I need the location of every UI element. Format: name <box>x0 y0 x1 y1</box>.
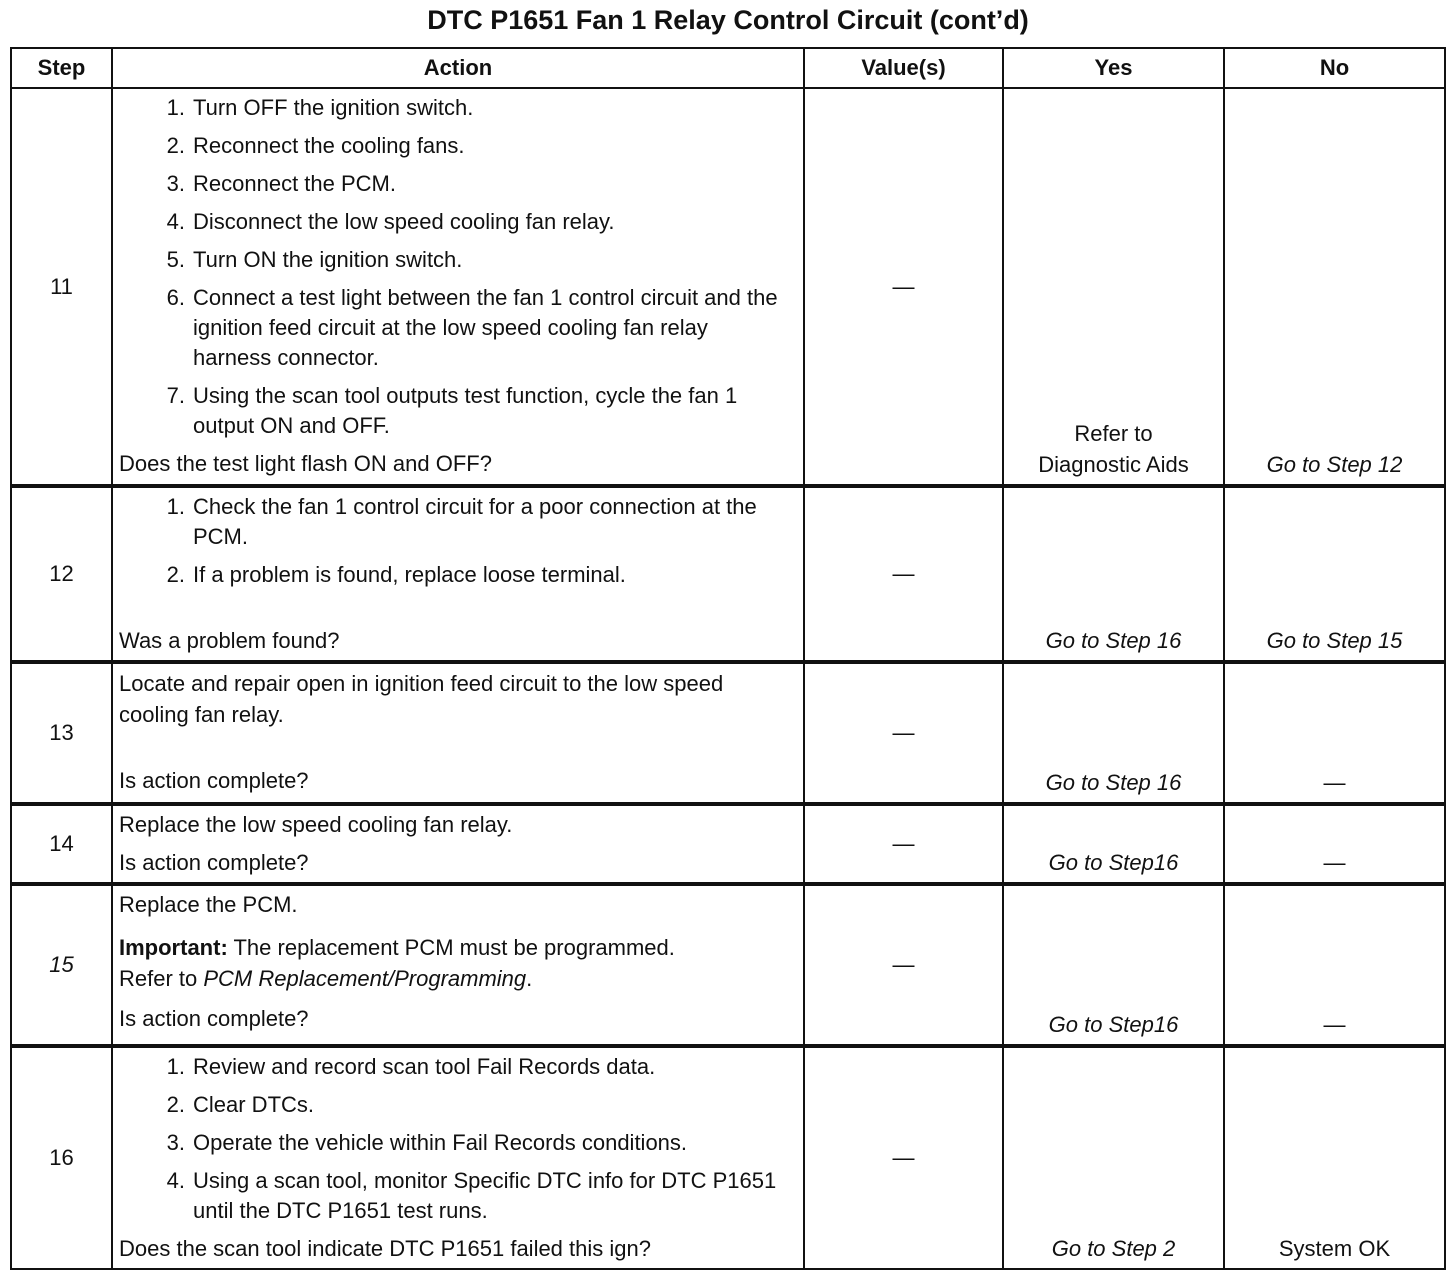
list-item: 1. Check the fan 1 control circuit for a poor connection at the PCM. <box>166 494 757 549</box>
action-cell <box>112 486 804 662</box>
action-text: Replace the low speed cooling fan relay. <box>119 812 513 837</box>
yes-line: Refer to <box>1074 421 1153 446</box>
no-cell: — <box>1224 804 1445 884</box>
diagnostic-table <box>10 47 1446 1270</box>
action-text: Locate and repair open in ignition feed circuit to the low speed cooling fan relay. <box>119 671 724 727</box>
list-item: 2. Clear DTCs. <box>166 1092 315 1117</box>
step-number: 13 <box>11 662 112 804</box>
table-row <box>11 486 1445 662</box>
header-no: No <box>1224 48 1445 88</box>
value-cell: — <box>804 486 1003 662</box>
value-cell: — <box>804 88 1003 486</box>
question-text: Does the scan tool indicate DTC P1651 failed this ign? <box>119 1236 651 1261</box>
table-row <box>11 804 1445 884</box>
list-item: 4. Disconnect the low speed cooling fan relay. <box>166 209 615 234</box>
table-row <box>11 88 1445 486</box>
list-item: 1. Turn OFF the ignition switch. <box>166 95 474 120</box>
important-note <box>119 932 789 994</box>
list-item: 4. Using a scan tool, monitor Specific DTC info for DTC P1651 until the DTC P1651 test runs. <box>166 1168 777 1223</box>
refer-link[interactable]: PCM Replacement/Programming <box>203 966 527 991</box>
no-cell: System OK <box>1224 1046 1445 1269</box>
list-item: 3. Reconnect the PCM. <box>166 171 396 196</box>
value-cell: — <box>804 804 1003 884</box>
table-row <box>11 1046 1445 1269</box>
no-cell: — <box>1224 662 1445 804</box>
important-label: Important: <box>119 935 228 960</box>
action-cell <box>112 662 804 804</box>
refer-suffix: . <box>526 966 533 991</box>
step-number: 14 <box>11 804 112 884</box>
value-cell: — <box>804 662 1003 804</box>
list-item: 3. Operate the vehicle within Fail Records conditions. <box>166 1130 688 1155</box>
step-number: 16 <box>11 1046 112 1269</box>
step-number: 11 <box>11 88 112 486</box>
question-text: Is action complete? <box>119 1006 309 1031</box>
list-item: 6. Connect a test light between the fan 1 control circuit and the ignition feed circuit at the low speed cooling fan relay harness connector. <box>166 285 778 370</box>
yes-cell: Go to Step 16 <box>1003 662 1224 804</box>
list-item: 7. Using the scan tool outputs test function, cycle the fan 1 output ON and OFF. <box>166 383 738 438</box>
yes-line: Diagnostic Aids <box>1038 452 1189 477</box>
action-cell <box>112 88 804 486</box>
header-values: Value(s) <box>804 48 1003 88</box>
question-text: Is action complete? <box>119 850 309 875</box>
table-row <box>11 662 1445 804</box>
header-action: Action <box>112 48 804 88</box>
header-yes: Yes <box>1003 48 1224 88</box>
action-text: Replace the PCM. <box>119 892 298 917</box>
question-text: Was a problem found? <box>119 628 340 653</box>
yes-cell <box>1003 88 1224 486</box>
page-title: DTC P1651 Fan 1 Relay Control Circuit (cont’d) <box>427 5 1029 35</box>
value-cell: — <box>804 884 1003 1046</box>
question-text: Does the test light flash ON and OFF? <box>119 451 492 476</box>
question-text: Is action complete? <box>119 768 309 793</box>
yes-cell: Go to Step16 <box>1003 804 1224 884</box>
no-cell: — <box>1224 884 1445 1046</box>
table-row <box>11 884 1445 1046</box>
value-cell: — <box>804 1046 1003 1269</box>
no-cell: Go to Step 12 <box>1224 88 1445 486</box>
list-item: 5. Turn ON the ignition switch. <box>166 247 463 272</box>
no-cell: Go to Step 15 <box>1224 486 1445 662</box>
yes-cell: Go to Step 2 <box>1003 1046 1224 1269</box>
step-number: 15 <box>11 884 112 1046</box>
yes-cell: Go to Step 16 <box>1003 486 1224 662</box>
refer-prefix: Refer to <box>119 966 204 991</box>
action-cell <box>112 884 804 1046</box>
yes-cell: Go to Step16 <box>1003 884 1224 1046</box>
header-step: Step <box>11 48 112 88</box>
table-header-row <box>11 48 1445 88</box>
important-text: The replacement PCM must be programmed. <box>227 935 675 960</box>
step-number: 12 <box>11 486 112 662</box>
action-cell <box>112 1046 804 1269</box>
list-item: 2. Reconnect the cooling fans. <box>166 133 465 158</box>
list-item: 1. Review and record scan tool Fail Records data. <box>166 1054 656 1079</box>
list-item: 2. If a problem is found, replace loose terminal. <box>166 562 626 587</box>
action-cell <box>112 804 804 884</box>
